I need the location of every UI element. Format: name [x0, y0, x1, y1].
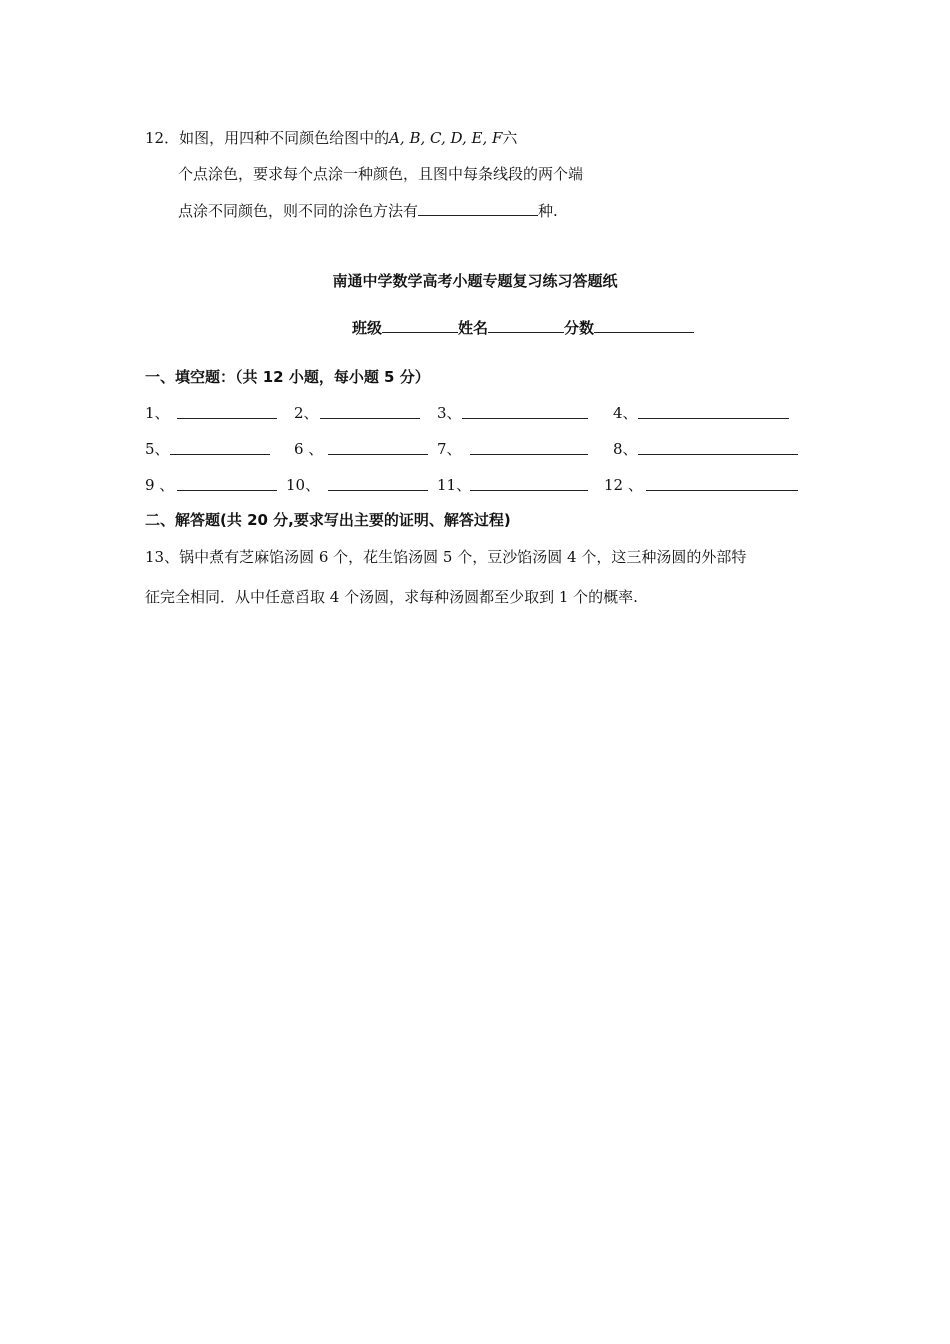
q13-line2: 征完全相同．从中任意舀取 4 个汤圆，求每种汤圆都至少取到 1 个的概率. — [145, 588, 638, 606]
section1-heading: 一、填空题：（共 12 小题，每小题 5 分） — [145, 368, 430, 386]
q12-point-labels: A, B, C, D, E, F — [389, 129, 503, 147]
q12-line1 — [145, 127, 517, 148]
q13-line1: 13、锅中煮有芝麻馅汤圆 6 个，花生馅汤圆 5 个，豆沙馅汤圆 4 个，这三种汤圆的外部特 — [145, 548, 747, 566]
section2-heading: 二、解答题(共 20 分,要求写出主要的证明、解答过程) — [145, 511, 511, 529]
blank-label-2: 2、 — [294, 404, 319, 422]
q12-answer-blank[interactable] — [418, 201, 538, 216]
student-info-row — [352, 317, 694, 338]
answer-blank-4[interactable] — [638, 418, 789, 419]
name-field[interactable] — [488, 318, 564, 333]
q12-line3-suffix: 种. — [538, 202, 558, 220]
blank-label-6: 6 、 — [294, 440, 324, 458]
score-field[interactable] — [594, 318, 694, 333]
blank-label-5: 5、 — [145, 440, 170, 458]
blank-label-3: 3、 — [437, 404, 462, 422]
answer-blank-5[interactable] — [170, 454, 270, 455]
class-field[interactable] — [382, 318, 458, 333]
blank-label-10: 10、 — [286, 476, 321, 494]
blank-label-9: 9 、 — [145, 476, 175, 494]
blank-label-4: 4、 — [613, 404, 638, 422]
class-label: 班级 — [352, 319, 383, 337]
answer-blank-12[interactable] — [646, 490, 798, 491]
blank-label-7: 7、 — [437, 440, 462, 458]
answer-blank-3[interactable] — [462, 418, 588, 419]
name-label: 姓名 — [458, 319, 489, 337]
q12-line3-prefix: 点涂不同颜色，则不同的涂色方法有 — [178, 202, 419, 220]
blank-label-12: 12 、 — [604, 476, 643, 494]
answer-blank-7[interactable] — [470, 454, 588, 455]
answer-blank-2[interactable] — [320, 418, 420, 419]
blank-label-1: 1、 — [145, 404, 170, 422]
blank-label-8: 8、 — [613, 440, 638, 458]
answer-blank-6[interactable] — [328, 454, 428, 455]
q12-line1-prefix: 12．如图，用四种不同颜色给图中的 — [145, 129, 390, 147]
answer-blank-11[interactable] — [470, 490, 588, 491]
answer-blank-9[interactable] — [177, 490, 277, 491]
answer-blank-1[interactable] — [177, 418, 277, 419]
q12-line2: 个点涂色，要求每个点涂一种颜色，且图中每条线段的两个端 — [178, 165, 584, 183]
q12-line3 — [178, 200, 558, 221]
answer-blank-8[interactable] — [638, 454, 798, 455]
q12-line1-suffix: 六 — [502, 129, 518, 147]
answer-blank-10[interactable] — [328, 490, 428, 491]
score-label: 分数 — [564, 319, 595, 337]
blank-label-11: 11、 — [437, 476, 472, 494]
answer-sheet-title: 南通中学数学高考小题专题复习练习答题纸 — [332, 272, 618, 290]
